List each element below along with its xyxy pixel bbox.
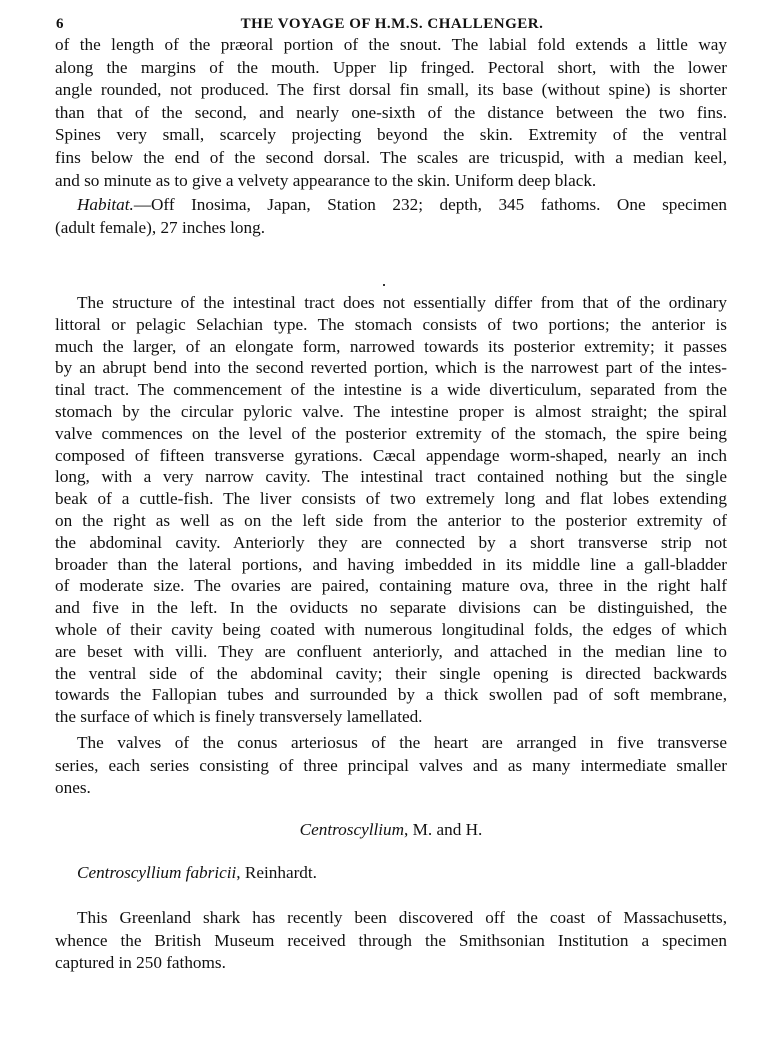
species-heading <box>55 862 727 885</box>
heart-valves-paragraph <box>55 732 727 800</box>
habitat-label: Habitat. <box>77 195 134 214</box>
text-line: long, with a very narrow cavity. The intestinal tract contained nothing but the single <box>55 467 727 487</box>
running-title: THE VOYAGE OF H.M.S. CHALLENGER. <box>240 16 544 32</box>
text-line: by an abrupt bend into the second reverted portion, which is the narrowest part of the intes- <box>55 358 727 378</box>
text-line: on the right as well as on the left side from the anterior to the posterior extremity of <box>55 510 727 530</box>
species-authority: , Reinhardt. <box>236 863 317 882</box>
text-line: The structure of the intestinal tract does not essentially differ from that of the ordinary <box>77 293 727 312</box>
text-line: angle rounded, not produced. The first dorsal fin small, its base (without spine) is shorter <box>55 80 727 100</box>
text-line: Spines very small, scarcely projecting beyond the skin. Extremity of the ventral <box>55 125 727 145</box>
text-line: ones. <box>55 778 91 798</box>
genus-name: Centroscyllium <box>299 820 405 839</box>
text-line: composed of fifteen transverse gyrations. Cæcal appendage worm-shaped, nearly an inch <box>55 445 727 465</box>
text-line: are beset with villi. They are confluent anteriorly, and attached in the median line to <box>55 641 727 661</box>
text-line: broader than the lateral portions, and having imbedded in its middle line a gall-bladder <box>55 554 727 574</box>
text-line: valve commences on the level of the posterior extremity of the stomach, the spire being <box>55 423 727 443</box>
text-line: of moderate size. The ovaries are paired, containing mature ova, three in the right half <box>55 576 727 596</box>
text-line: than that of the second, and nearly one-sixth of the distance between the two fins. <box>55 102 727 122</box>
genus-authority: , M. and H. <box>404 820 483 839</box>
text-line: fins below the end of the second dorsal. The scales are tricuspid, with a median keel, <box>55 147 727 167</box>
stray-mark <box>383 284 385 286</box>
habitat-line: (adult female), 27 inches long. <box>55 217 266 237</box>
text-line: stomach by the circular pyloric valve. The intestine proper is almost straight; the spiral <box>55 401 727 421</box>
text-line: tinal tract. The commencement of the intestine is a wide diverticulum, separated from the <box>55 380 727 400</box>
habitat-line <box>55 194 727 217</box>
text-line: much the larger, of an elongate form, narrowed towards its posterior extremity; it passes <box>55 336 727 356</box>
text-line: the abdominal cavity. Anteriorly they are connected by a short transverse strip not <box>55 532 727 552</box>
text-line: littoral or pelagic Selachian type. The stomach consists of two portions; the anterior is <box>55 314 727 334</box>
text-line: towards the Fallopian tubes and surrounded by a thick swollen pad of soft membrane, <box>55 685 727 705</box>
text-line: captured in 250 fathoms. <box>55 953 226 973</box>
text-line: beak of a cuttle-fish. The liver consists of two extremely long and flat lobes extending <box>55 489 727 509</box>
anatomy-paragraph <box>55 292 727 728</box>
greenland-shark-paragraph <box>55 907 727 975</box>
text-line: whence the British Museum received through the Smithsonian Institution a specimen <box>55 930 727 950</box>
description-paragraph <box>55 34 727 192</box>
page-number: 6 <box>56 16 64 32</box>
text-line: along the margins of the mouth. Upper lip fringed. Pectoral short, with the lower <box>55 57 727 77</box>
genus-heading <box>55 819 727 842</box>
habitat-paragraph <box>55 194 727 239</box>
habitat-text: —Off Inosima, Japan, Station 232; depth, 345 fathoms. One specimen <box>133 195 727 214</box>
text-line: series, each series consisting of three principal valves and as many intermediate smaller <box>55 755 727 775</box>
text-line: of the length of the præoral portion of the snout. The labial fold extends a little way <box>55 35 727 54</box>
text-line: This Greenland shark has recently been discovered off the coast of Massachusetts, <box>77 908 727 927</box>
text-line: whole of their cavity being coated with numerous longitudinal folds, the edges of which <box>55 619 727 639</box>
species-name: Centroscyllium fabricii <box>77 863 237 882</box>
text-line: the surface of which is finely transversely lamellated. <box>55 707 423 727</box>
text-line: and five in the left. In the oviducts no separate divisions can be distinguished, the <box>55 598 727 618</box>
text-line: and so minute as to give a velvety appearance to the skin. Uniform deep black. <box>55 170 597 190</box>
text-line: the ventral side of the abdominal cavity; their single opening is directed backwards <box>55 663 727 683</box>
text-line: The valves of the conus arteriosus of the heart are arranged in five transverse <box>77 733 727 752</box>
